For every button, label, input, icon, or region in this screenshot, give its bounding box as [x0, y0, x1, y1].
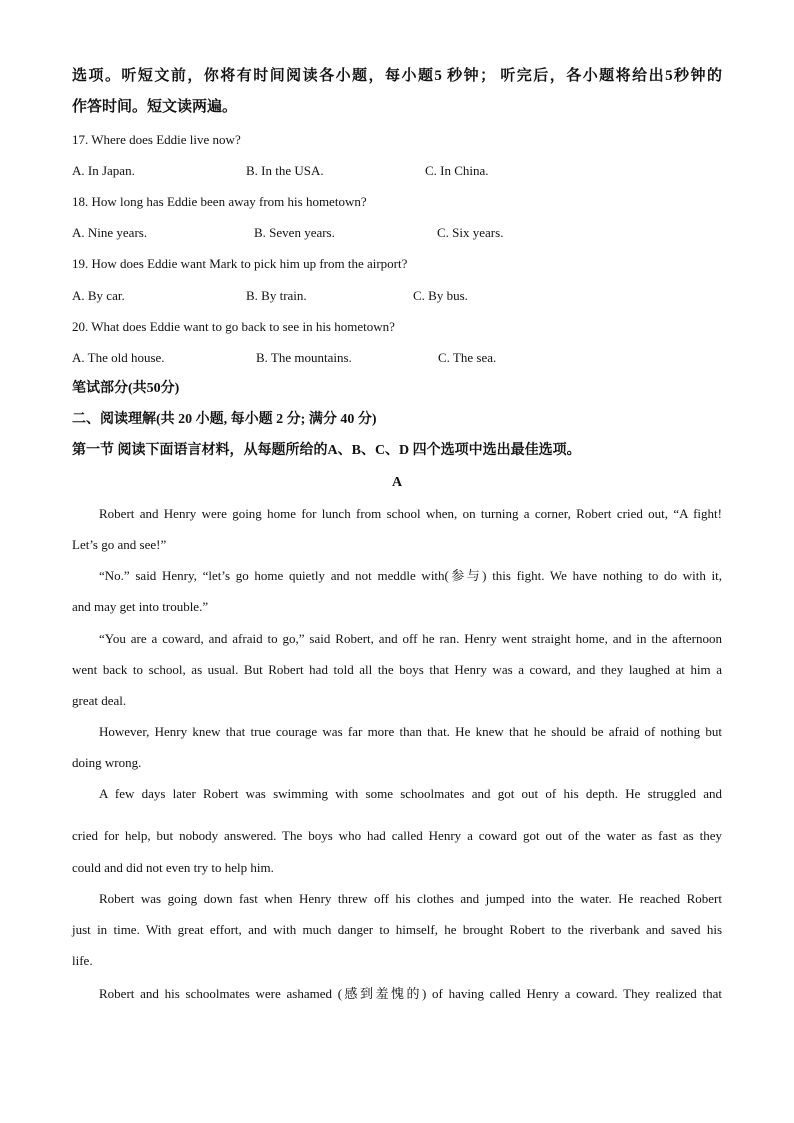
q20-option-a: A. The old house.: [72, 350, 165, 365]
passage-p3-line2: went back to school, as usual. But Robert had told all the boys that Henry was a coward, and they laughed at him a: [72, 662, 722, 677]
passage-p4-line2: doing wrong.: [72, 755, 142, 770]
passage-p6-line2: just in time. With great effort, and with much danger to himself, he brought Robert to the riverbank and saved his: [72, 922, 722, 937]
reading-section-heading: 二、阅读理解(共 20 小题, 每小题 2 分; 满分 40 分): [72, 412, 377, 427]
q17-option-a: A. In Japan.: [72, 163, 135, 178]
passage-p1-line1: Robert and Henry were going home for lunch from school when, on turning a corner, Robert cried out, “A fight!: [99, 506, 722, 521]
passage-p3-line1: “You are a coward, and afraid to go,” said Robert, and off he ran. Henry went straight home, and in the afternoon: [99, 631, 722, 646]
passage-p6-line1: Robert was going down fast when Henry threw off his clothes and jumped into the water. He reached Robert: [99, 891, 722, 906]
question-20: 20. What does Eddie want to go back to see in his hometown?: [72, 319, 395, 334]
passage-p7-line1: Robert and his schoolmates were ashamed (感到羞愧的) of having called Henry a coward. They realized that: [99, 986, 722, 1001]
q17-option-b: B. In the USA.: [246, 163, 324, 178]
instruction-line-1: 选项。听短文前，你将有时间阅读各小题，每小题5 秒钟； 听完后，各小题将给出5秒钟的: [72, 68, 722, 84]
q19-option-b: B. By train.: [246, 288, 307, 303]
subsection-instruction: 第一节 阅读下面语言材料，从每题所给的A、B、C、D 四个选项中选出最佳选项。: [72, 443, 581, 458]
q19-option-c: C. By bus.: [413, 288, 468, 303]
q20-option-b: B. The mountains.: [256, 350, 352, 365]
passage-p4-line1: However, Henry knew that true courage was far more than that. He knew that he should be afraid of nothing but: [99, 724, 722, 739]
passage-p3-line3: great deal.: [72, 693, 127, 708]
q19-option-a: A. By car.: [72, 288, 125, 303]
passage-p6-line3: life.: [72, 953, 93, 968]
passage-p5-line3: could and did not even try to help him.: [72, 860, 274, 875]
written-part-heading: 笔试部分(共50分): [72, 381, 180, 396]
question-17: 17. Where does Eddie live now?: [72, 132, 241, 147]
q18-option-b: B. Seven years.: [254, 225, 335, 240]
passage-p5-line2: cried for help, but nobody answered. The boys who had called Henry a coward got out of the water as fast as they: [72, 828, 722, 843]
q20-option-c: C. The sea.: [438, 350, 497, 365]
q17-option-c: C. In China.: [425, 163, 489, 178]
passage-p1-line2: Let’s go and see!”: [72, 537, 167, 552]
q18-option-c: C. Six years.: [437, 225, 504, 240]
passage-p2-line2: and may get into trouble.”: [72, 599, 209, 614]
question-19: 19. How does Eddie want Mark to pick him up from the airport?: [72, 256, 408, 271]
question-18: 18. How long has Eddie been away from his hometown?: [72, 194, 367, 209]
passage-p2-line1: “No.” said Henry, “let’s go home quietly and not meddle with(参与) this fight. We have nothing to do with it,: [99, 568, 722, 583]
passage-p5-line1: A few days later Robert was swimming with some schoolmates and got out of his depth. He struggled and: [99, 786, 722, 801]
passage-label: A: [391, 475, 403, 490]
q18-option-a: A. Nine years.: [72, 225, 148, 240]
instruction-line-2: 作答时间。短文读两遍。: [72, 99, 238, 115]
